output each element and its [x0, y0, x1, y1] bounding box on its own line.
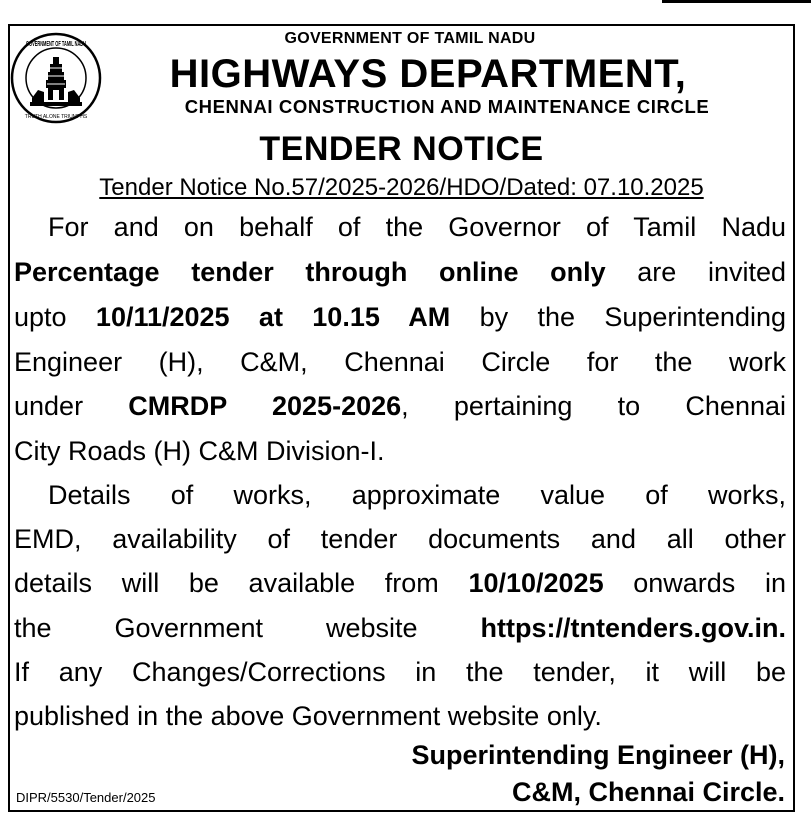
- tender-website-link: https://tntenders.gov.in.: [480, 613, 786, 643]
- emblem-top-text: GOVERNMENT OF TAMIL NADU: [26, 41, 86, 48]
- para1-line2: Percentage tender through online only are invited: [14, 257, 787, 287]
- para2-line4: the Government website https://tntenders.gov.in.: [14, 613, 786, 643]
- top-rule: [662, 0, 811, 3]
- dipr-reference: DIPR/5530/Tender/2025: [16, 790, 156, 805]
- para1-line1: For and on behalf of the Governor of Tamil Nadu: [48, 212, 786, 242]
- para2-line2: EMD, availability of tender documents and all other: [14, 524, 786, 554]
- emblem-bottom-text: TRUTH ALONE TRIUMPHS: [24, 114, 88, 120]
- para2-line5: If any Changes/Corrections in the tender, it will be: [14, 657, 786, 687]
- notice-title: TENDER NOTICE: [259, 130, 544, 168]
- para1-line4: Engineer (H), C&M, Chennai Circle for the work: [14, 347, 786, 377]
- signature-designation: Superintending Engineer (H),: [411, 740, 785, 770]
- government-heading: GOVERNMENT OF TAMIL NADU: [284, 30, 536, 47]
- para1-line5: under CMRDP 2025-2026, pertaining to Chennai: [14, 391, 786, 421]
- para1-line6: City Roads (H) C&M Division-I.: [14, 436, 385, 466]
- para2-line3: details will be available from 10/10/2025 onwards in: [14, 568, 786, 598]
- para2-line6: published in the above Government website only.: [14, 701, 602, 731]
- para2-line1: Details of works, approximate value of works,: [48, 480, 786, 510]
- department-heading: HIGHWAYS DEPARTMENT,: [169, 52, 687, 96]
- tamil-nadu-emblem-icon: [10, 32, 102, 124]
- para1-line3: upto 10/11/2025 at 10.15 AM by the Superintending: [14, 302, 786, 332]
- tender-notice-number: Tender Notice No.57/2025-2026/HDO/Dated: 07.10.2025: [99, 174, 704, 201]
- circle-heading: CHENNAI CONSTRUCTION AND MAINTENANCE CIRCLE: [184, 96, 710, 117]
- signature-office: C&M, Chennai Circle.: [511, 777, 785, 807]
